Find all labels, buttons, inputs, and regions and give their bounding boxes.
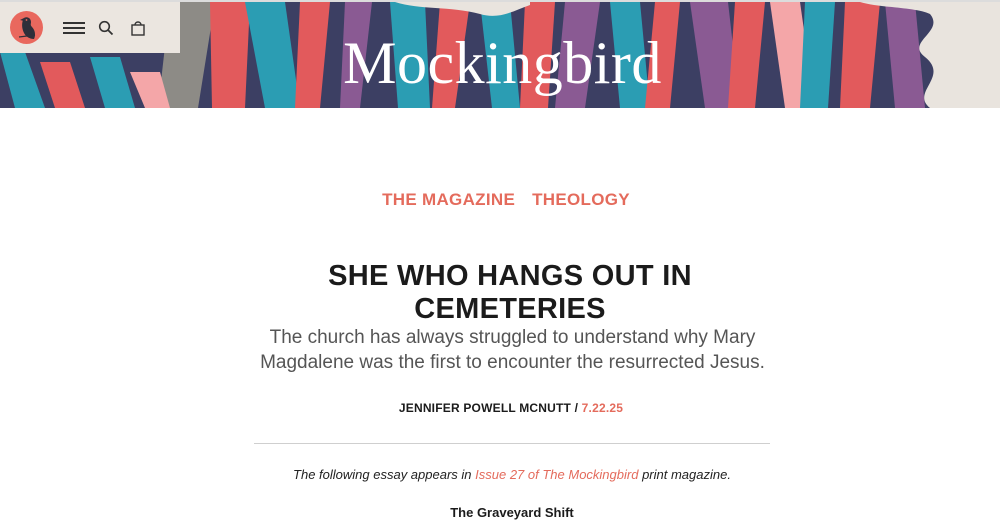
category-theology[interactable]: THEOLOGY	[532, 190, 630, 209]
content-divider	[254, 443, 770, 444]
article-categories	[0, 190, 1000, 210]
author-link[interactable]: JENNIFER POWELL MCNUTT	[398, 401, 572, 415]
intro-text-before: The following essay appears in	[293, 467, 476, 482]
article-subtitle: The church has always struggled to understand why Mary Magdalene was the first to encounter the resurrected Jesus.	[260, 327, 765, 373]
byline-separator: /	[571, 401, 582, 415]
site-wordmark[interactable]: Mockingbird	[343, 30, 662, 96]
issue-link[interactable]: Issue 27 of The Mockingbird	[475, 467, 639, 482]
publish-date: 7.22.25	[581, 401, 624, 415]
article-byline	[0, 401, 1000, 415]
article-title: SHE WHO HANGS OUT IN CEMETERIES	[328, 260, 692, 325]
intro-text-after: print magazine.	[638, 467, 731, 482]
essay-intro-note	[0, 467, 1000, 482]
category-the-magazine[interactable]: THE MAGAZINE	[382, 190, 516, 209]
section-heading: The Graveyard Shift	[450, 505, 574, 520]
site-header-banner	[0, 2, 1000, 108]
